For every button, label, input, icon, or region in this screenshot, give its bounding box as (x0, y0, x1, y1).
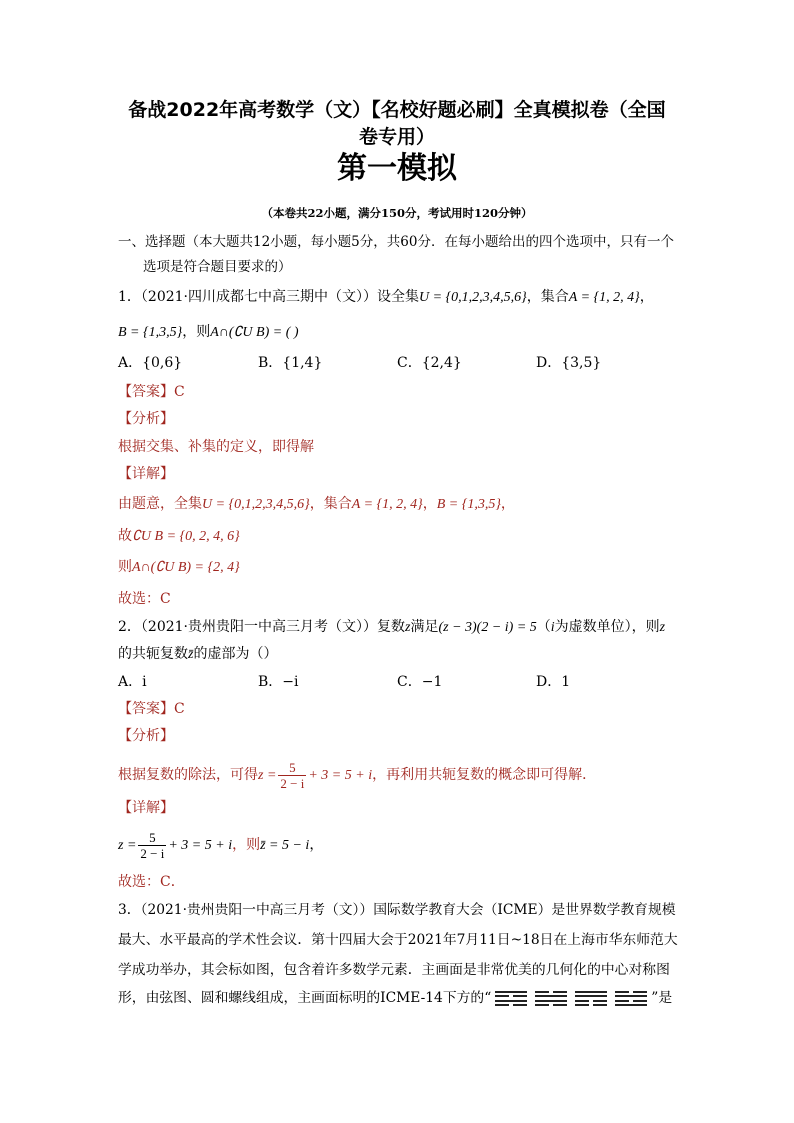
analysis-text (118, 758, 596, 793)
conclusion: 故选：C (118, 591, 171, 607)
math: + 3 = 5 + i (308, 768, 373, 783)
math: B = {1,3,5} (436, 497, 501, 512)
fraction-numerator: 5 (138, 830, 166, 846)
math: i (550, 620, 555, 635)
detail-label: 【详解】 (118, 466, 174, 482)
analysis-text: 根据交集、补集的定义，即得解 (118, 439, 314, 455)
question-1-line2 (118, 322, 299, 343)
main-title: 第一模拟 (337, 151, 457, 186)
math: U = {0,1,2,3,4,5,6} (202, 497, 310, 512)
option-b: B．−i (258, 674, 299, 690)
exam-note: （本卷共22小题，满分150分，考试用时120分钟） (261, 206, 533, 220)
section-heading-line1: 一、选择题（本大题共12小题，每小题5分，共60分．在每小题给出的四个选项中，只有一个 (118, 234, 674, 250)
option-d: D．{3,5} (536, 355, 602, 371)
text: 的共轭复数 (118, 646, 188, 662)
detail-equation (118, 828, 323, 863)
question-source: （2021·贵州贵阳一中高三月考（文））复数 (140, 619, 405, 635)
answer-label: 【答案】C (118, 384, 185, 400)
text: ，则 (182, 324, 211, 340)
detail-line1 (118, 494, 515, 515)
fraction-denominator: 2 − i (280, 775, 305, 791)
text: ， (422, 496, 437, 512)
set-b: B = {1,3,5} (118, 325, 183, 340)
question-1-line1 (118, 287, 654, 308)
question-number: 2． (118, 619, 141, 635)
math: + 3 = 5 + i (168, 838, 233, 853)
math: z̄ (188, 647, 194, 662)
text: ， (309, 837, 324, 853)
text: 由题意，全集 (118, 496, 202, 512)
question-3-line4 (118, 988, 672, 1008)
text: 形，由弦图、圆和螺线组成，主画面标明的ICME-14下方的“ (118, 990, 492, 1006)
detail-line3 (118, 557, 240, 578)
text: 根据复数的除法，可得 (118, 767, 258, 783)
text: ”是 (651, 990, 673, 1006)
exam-title-line1: 备战2022年高考数学（文）【名校好题必刷】全真模拟卷（全国 (128, 99, 666, 121)
math: z (659, 620, 666, 635)
text: ，再利用共轭复数的概念即可得解． (372, 767, 597, 783)
question-3-line1 (118, 900, 676, 920)
text: ，集合 (526, 289, 569, 305)
option-a: A．i (118, 674, 147, 690)
math: ∁U B = {0, 2, 4, 6} (132, 529, 240, 544)
option-a: A．{0,6} (118, 355, 183, 371)
text: ，则 (232, 837, 261, 853)
question-number: 1． (118, 289, 141, 305)
math: z = (118, 838, 137, 853)
hexagram-icon (575, 991, 607, 1007)
answer-label: 【答案】C (118, 701, 185, 717)
question-3-line2: 最大、水平最高的学术性会议．第十四届大会于2021年7月11日~18日在上海市华东师范大 (118, 932, 678, 948)
option-d: D．1 (536, 674, 571, 690)
question-source: （2021·四川成都七中高三期中（文））设全集 (140, 289, 419, 305)
hexagram-icon (535, 991, 567, 1007)
question-2-line2 (118, 644, 277, 665)
question-3-line3: 学成功举办，其会标如图，包含着许多数学元素．主画面是非常优美的几何化的中心对称图 (118, 962, 670, 978)
set-a: A = {1, 2, 4} (568, 290, 640, 305)
math: A∩(∁U B) = {2, 4} (132, 560, 240, 575)
math: z (405, 620, 411, 635)
text: 则 (118, 559, 132, 575)
detail-line2 (118, 526, 240, 547)
text: （ (536, 619, 551, 635)
fraction-denominator: 2 − i (140, 845, 165, 861)
math: A = {1, 2, 4} (351, 497, 423, 512)
fraction (138, 830, 166, 861)
option-c: C．−1 (397, 674, 443, 690)
set-expression: A∩(∁U B) = ( ) (210, 325, 299, 340)
hexagram-icon (615, 991, 647, 1007)
math: z = (258, 768, 277, 783)
fraction-numerator: 5 (278, 760, 306, 776)
detail-label: 【详解】 (118, 800, 174, 816)
section-heading-line2: 选项是符合题目要求的） (143, 259, 292, 275)
question-number: 3． (118, 902, 141, 918)
option-b: B．{1,4} (258, 355, 323, 371)
fraction (278, 760, 306, 791)
text: ， (500, 496, 515, 512)
conclusion: 故选：C． (118, 874, 185, 890)
question-text: （2021·贵州贵阳一中高三月考（文））国际数学教育大会（ICME）是世界数学教育规模 (140, 902, 676, 918)
question-2-line1 (118, 617, 665, 638)
option-c: C．{2,4} (397, 355, 462, 371)
text: 故 (118, 528, 132, 544)
universal-set: U = {0,1,2,3,4,5,6} (419, 290, 527, 305)
analysis-label: 【分析】 (118, 411, 174, 427)
exam-title-line2: 卷专用） (358, 126, 435, 148)
analysis-label: 【分析】 (118, 728, 174, 744)
hexagram-icon (495, 991, 527, 1007)
text: 满足 (410, 619, 439, 635)
math: z̄ = 5 − i (260, 838, 310, 853)
text: 为虚数单位），则 (554, 619, 660, 635)
text: 的虚部为（） (193, 646, 278, 662)
text: ， (639, 289, 654, 305)
text: ，集合 (309, 496, 352, 512)
equation: (z − 3)(2 − i) = 5 (438, 620, 537, 635)
